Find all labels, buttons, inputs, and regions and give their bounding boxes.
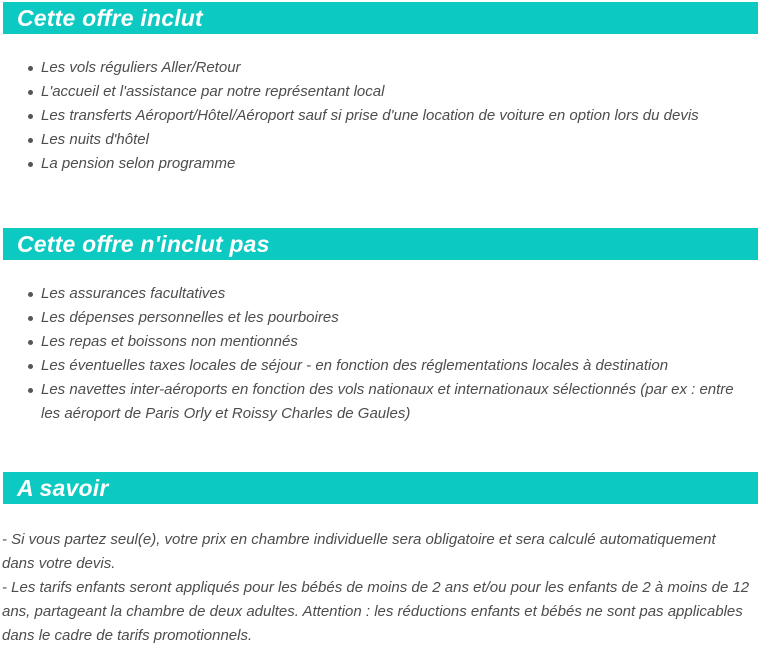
- section-title-includes: Cette offre inclut: [17, 4, 203, 31]
- notes-text: [2, 528, 752, 648]
- section-header-notes: [3, 472, 758, 504]
- list-item: Les repas et boissons non mentionnés: [41, 330, 748, 354]
- list-item: Les transferts Aéroport/Hôtel/Aéroport sauf si prise d'une location de voiture en option lors du devis: [41, 104, 748, 128]
- offer-details-page: [0, 2, 758, 661]
- section-title-notes: A savoir: [17, 474, 109, 501]
- list-item: Les nuits d'hôtel: [41, 128, 748, 152]
- list-item: Les vols réguliers Aller/Retour: [41, 56, 748, 80]
- list-item: Les assurances facultatives: [41, 282, 748, 306]
- section-notes: [0, 472, 758, 648]
- section-header-includes: [3, 2, 758, 34]
- list-item: Les dépenses personnelles et les pourboires: [41, 306, 748, 330]
- notes-paragraph: - Si vous partez seul(e), votre prix en chambre individuelle sera obligatoire et sera calculé automatiquement dans votre devis.: [2, 531, 716, 572]
- notes-paragraph: - Les tarifs enfants seront appliqués pour les bébés de moins de 2 ans et/ou pour les enfants de 2 à moins de 12 ans, partageant la chambre de deux adultes. Attention : les réductions enfants et bébés ne sont pas applicables dans le cadre de tarifs promotionnels.: [2, 579, 750, 644]
- excludes-list: [41, 282, 748, 426]
- section-offer-excludes: [0, 228, 758, 426]
- section-header-excludes: [3, 228, 758, 260]
- includes-list: [41, 56, 748, 176]
- list-item: L'accueil et l'assistance par notre représentant local: [41, 80, 748, 104]
- section-offer-includes: [0, 2, 758, 176]
- list-item: La pension selon programme: [41, 152, 748, 176]
- list-item: Les navettes inter-aéroports en fonction des vols nationaux et internationaux sélectionnés (par ex : entre les aéroport de Paris Orly et Roissy Charles de Gaules): [41, 378, 748, 426]
- section-title-excludes: Cette offre n'inclut pas: [17, 230, 270, 257]
- list-item: Les éventuelles taxes locales de séjour - en fonction des réglementations locales à destination: [41, 354, 748, 378]
